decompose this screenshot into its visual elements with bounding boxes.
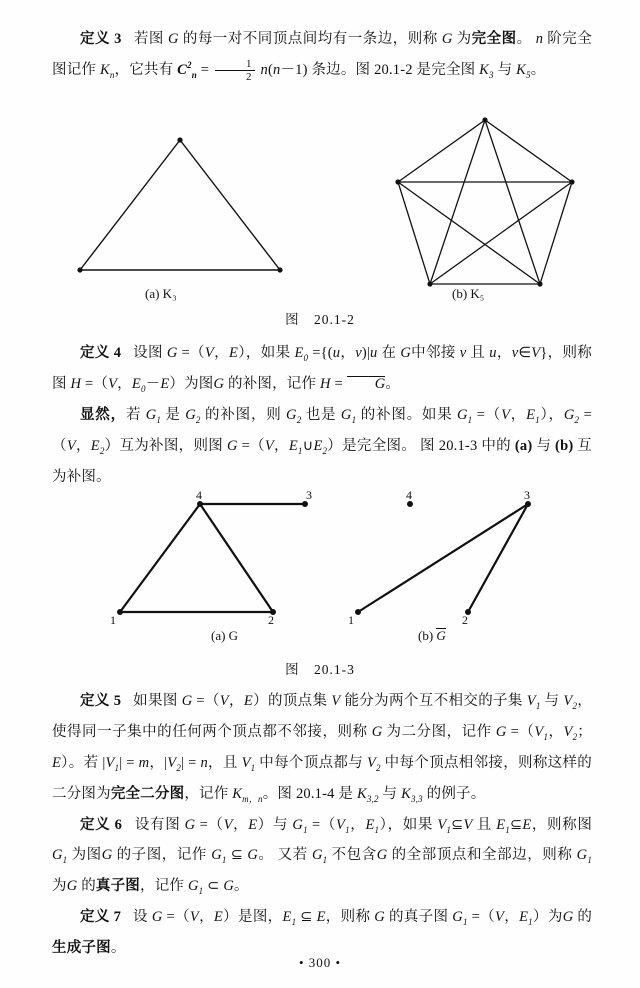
definition-5-text: 定义 5 如果图 G =（V，E）的顶点集 V 能分为两个互不相交的子集 $V_1$ 与 $V_2$，使得同一子集中的任何两个顶点都不邻接，则称 G 为二分图，记作 $G =(V_1$，$V_2$；E）。若 $|V_1| = m$，$|V_2| = n$，且 $V_1$ 中每个顶点都与 $V_2$ 中每个顶点相邻接，则称这样的二分图为完全二分图，记作 $K_{m,n}$。图 20.1-4 是 $K_{3,2}$ 与 $K_{3,3}$ 的例子。 <box>52 693 593 804</box>
figure-graph-g <box>110 494 330 624</box>
definition-4-text: 定义 4 设图 G =（V，E），如果 $E_0 =\{(u$，v)|u 在 G中邻接 v 且 u，v∈V}，则称图 H =（V，$E_0-E$）为图G 的补图，记作 H = G。 <box>52 345 593 394</box>
paragraph-definitions-567 <box>52 688 592 961</box>
page-number: • 300 • <box>298 955 342 970</box>
figure-g-vertex-3: 3 <box>306 488 312 502</box>
obvious-label: 显然， <box>80 406 126 423</box>
figure-k5 <box>390 112 580 290</box>
definition-3-label: 定义 3 <box>80 31 122 47</box>
definition-7-label: 定义 7 <box>80 909 122 926</box>
definition-6-label: 定义 6 <box>80 816 123 833</box>
figure-gbar-vertex-4: 4 <box>406 488 412 502</box>
definition-5-label: 定义 5 <box>80 693 122 709</box>
figure-gbar-vertex-1: 1 <box>348 613 354 627</box>
definition-6-text: 定义 6 设有图 G =（V，E）与 $G_1 =(V_1$，$E_1$），如果 $V_1⊆V$ 且 $E_1⊆E$，则称图 $G_1$ 为图G 的子图，记作 $G_1$ ⊆ G。 又若 $G_1$ 不包含G 的全部顶点和全部边，则称 $G_1$ 为G 的真子图，记作 $G_1$ ⊂ G。 <box>52 816 593 897</box>
figure-gbar-vertex-2: 2 <box>462 613 468 627</box>
definition-4-label: 定义 4 <box>80 345 122 361</box>
definition-7-text: 定义 7 设 G =（V，E）是图，$E_1$ ⊆ E，则称 G 的真子图 $G_1 =(V$，$E_1$）为G 的生成子图。 <box>52 909 593 957</box>
figure-g-vertex-2: 2 <box>268 613 274 627</box>
figure-20-1-3-caption: 图 20.1-3 <box>285 662 355 677</box>
figure-k3 <box>62 130 292 290</box>
figure-k5-sublabel: (b) K₅ <box>452 286 485 301</box>
figure-g-vertex-1: 1 <box>110 613 116 627</box>
paragraph-definition-4 <box>52 340 592 490</box>
figure-graph-g-complement <box>348 494 548 624</box>
definition-3-text: 定义 3 若图 G 的每一对不同顶点间均有一条边，则称 G 为完全图。 n 阶完全图记作 $K_n$，它共有 $C^2_n$ = $\frac{1}{2}$ n(n－1) 条边。图 20.1-2 是完全图 $K_3$ 与 $K_5$。 <box>52 31 592 83</box>
figure-k3-sublabel: (a) K₃ <box>145 286 177 301</box>
obvious-text: 显然，若 $G_1$ 是 $G_2$ 的补图，则 $G_2$ 也是 $G_1$ 的补图。如果 $G_1 =(V$，$E_1$），$G_2 =(V$，$E_2$）互为补图，则图 G =（V，$E_1\cup E_2$）是完全图。 图 20.1-3 中的 (a) 与 (b) 互为补图。 <box>52 406 593 485</box>
paragraph-definition-3 <box>52 26 592 88</box>
figure-g-sublabel: (a) G <box>211 628 239 643</box>
figure-20-1-2-caption: 图 20.1-2 <box>285 312 355 327</box>
figure-g-vertex-4: 4 <box>196 488 202 502</box>
figure-gbar-sublabel: (b) G <box>418 628 446 643</box>
figure-gbar-vertex-3: 3 <box>524 488 530 502</box>
